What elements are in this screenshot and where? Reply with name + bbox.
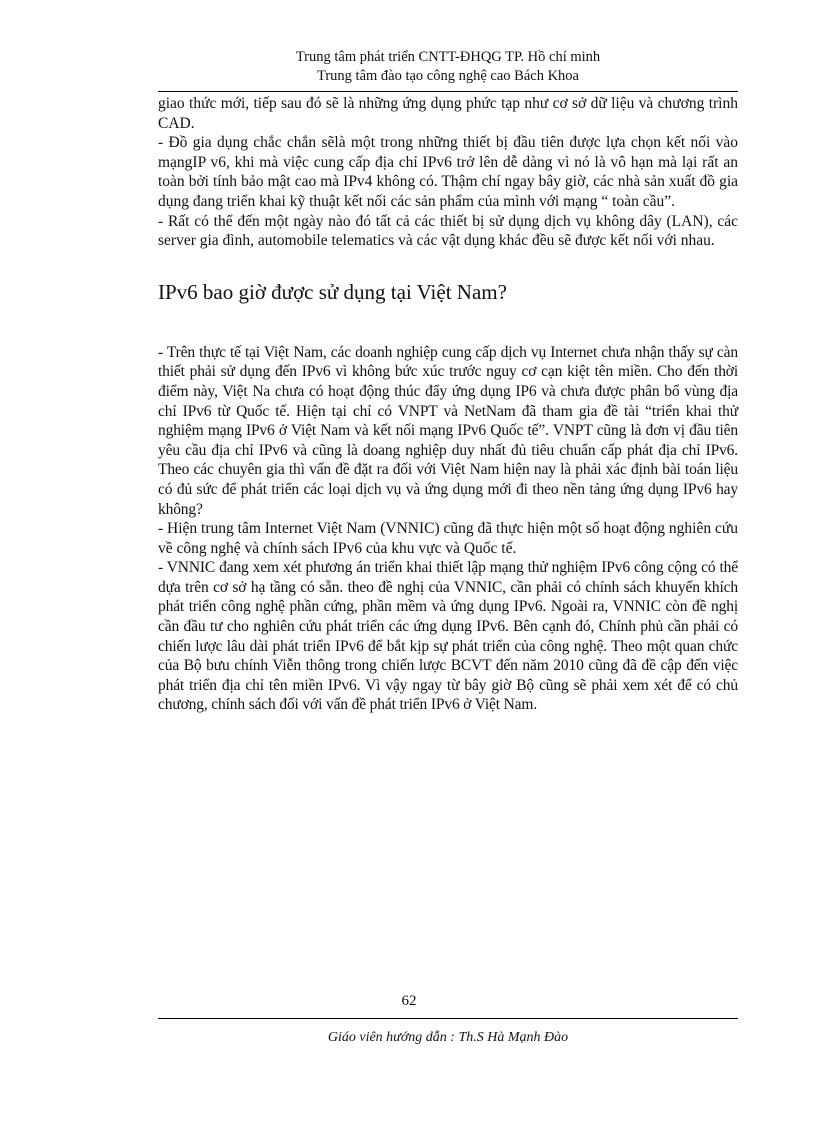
- header-line-2: Trung tâm đào tạo công nghệ cao Bách Khoa: [316, 68, 579, 84]
- section-heading: IPv6 bao giờ được sử dụng tại Việt Nam?: [158, 279, 507, 304]
- page-footer: Giáo viên hướng dẫn : Th.S Hà Mạnh Đào: [327, 1030, 569, 1045]
- intro-paragraph-1: giao thức mới, tiếp sau đó sẽ là những ứng dụng phức tạp như cơ sở dữ liệu và chương trình CAD.: [158, 95, 738, 132]
- header-line-1: Trung tâm phát triển CNTT-ĐHQG TP. Hồ chí minh: [295, 49, 601, 65]
- page-number: 62: [401, 993, 417, 1009]
- page-header: [158, 48, 738, 86]
- intro-paragraph-3: - Rất có thể đến một ngày nào đó tất cả các thiết bị sử dụng dịch vụ không dây (LAN), các server gia đình, automobile telematics và các vật dụng khác đều sẽ được kết nối với nhau.: [158, 212, 738, 250]
- footer-divider: [158, 1018, 738, 1019]
- body-paragraph-1: - Trên thực tế tại Việt Nam, các doanh nghiệp cung cấp dịch vụ Internet chưa nhận thấy sự càn thiết phải sử dụng đến IPv6 vì không bức xúc trước nguy cơ cạn kiệt tên miền. Cho đến thời điểm này, Việt Na chưa có hoạt động thúc đẩy ứng dụng IP6 và chưa được phân bổ vùng địa chỉ IPv6 từ Quốc tế. Hiện tại chỉ có VNPT và NetNam đã tham gia đề tài “triển khai thử nghiệm mạng IPv6 ở Việt Nam và kết nối mạng IPv6 Quốc tế”. VNPT cũng là đơn vị đầu tiên yêu cầu địa chỉ IPv6 và cũng là doang nghiệp duy nhất đủ tiêu chuẩn cấp phát địa chỉ IPv6. Theo các chuyên gia thì vấn đề đặt ra đối với Việt Nam hiện nay là phải xác định bài toán liệu có đủ sức để phát triển các loại dịch vụ và ứng dụng mới đi theo nền tảng ứng dụng IPv6 hay không?: [158, 343, 738, 518]
- header-divider: [158, 91, 738, 92]
- body-paragraph-3: - VNNIC đang xem xét phương án triển khai thiết lập mạng thử nghiệm IPv6 công cộng có thể dựa trên cơ sở hạ tầng có sẵn. theo đề nghị của VNNIC, cần phải có chính sách khuyến khích phát triển công nghệ phần cứng, phần mềm và ứng dụng IPv6. Ngoài ra, VNNIC còn đề nghị cần đầu tư cho nghiên cứu phát triển các ứng dụng IPv6. Bên cạnh đó, Chính phủ cần phải có chiến lược lâu dài phát triển IPv6 để bắt kịp sự phát triển của công nghệ. Theo một quan chức của Bộ bưu chính Viễn thông trong chiến lược BCVT đến năm 2010 cũng đã đề cập đến việc phát triển địa chỉ tên miền IPv6. Vì vậy ngay từ bây giờ Bộ cũng sẽ phải xem xét để có chủ chương, chính sách đối với vấn đề phát triển IPv6 ở Việt Nam.: [158, 559, 738, 714]
- intro-paragraph-2: - Đồ gia dụng chắc chắn sẽlà một trong những thiết bị đầu tiên được lựa chọn kết nối vào mạngIP v6, khi mà việc cung cấp địa chỉ IPv6 trở lên dễ dàng vì nó là vô hạn mà lại rất an toàn bởi tính bảo mật cao mà IPv4 không có. Thậm chí ngay bây giờ, các nhà sản xuất đồ gia dụng đang triển khai kỹ thuật kết nối các sản phẩm của mình với mạng “ toàn cầu”.: [158, 134, 738, 210]
- body-paragraph-2: - Hiện trung tâm Internet Việt Nam (VNNIC) cũng đã thực hiện một số hoạt động nghiên cứu về công nghệ và chính sách IPv6 của khu vực và Quốc tế.: [158, 520, 738, 557]
- page-body: [158, 94, 738, 715]
